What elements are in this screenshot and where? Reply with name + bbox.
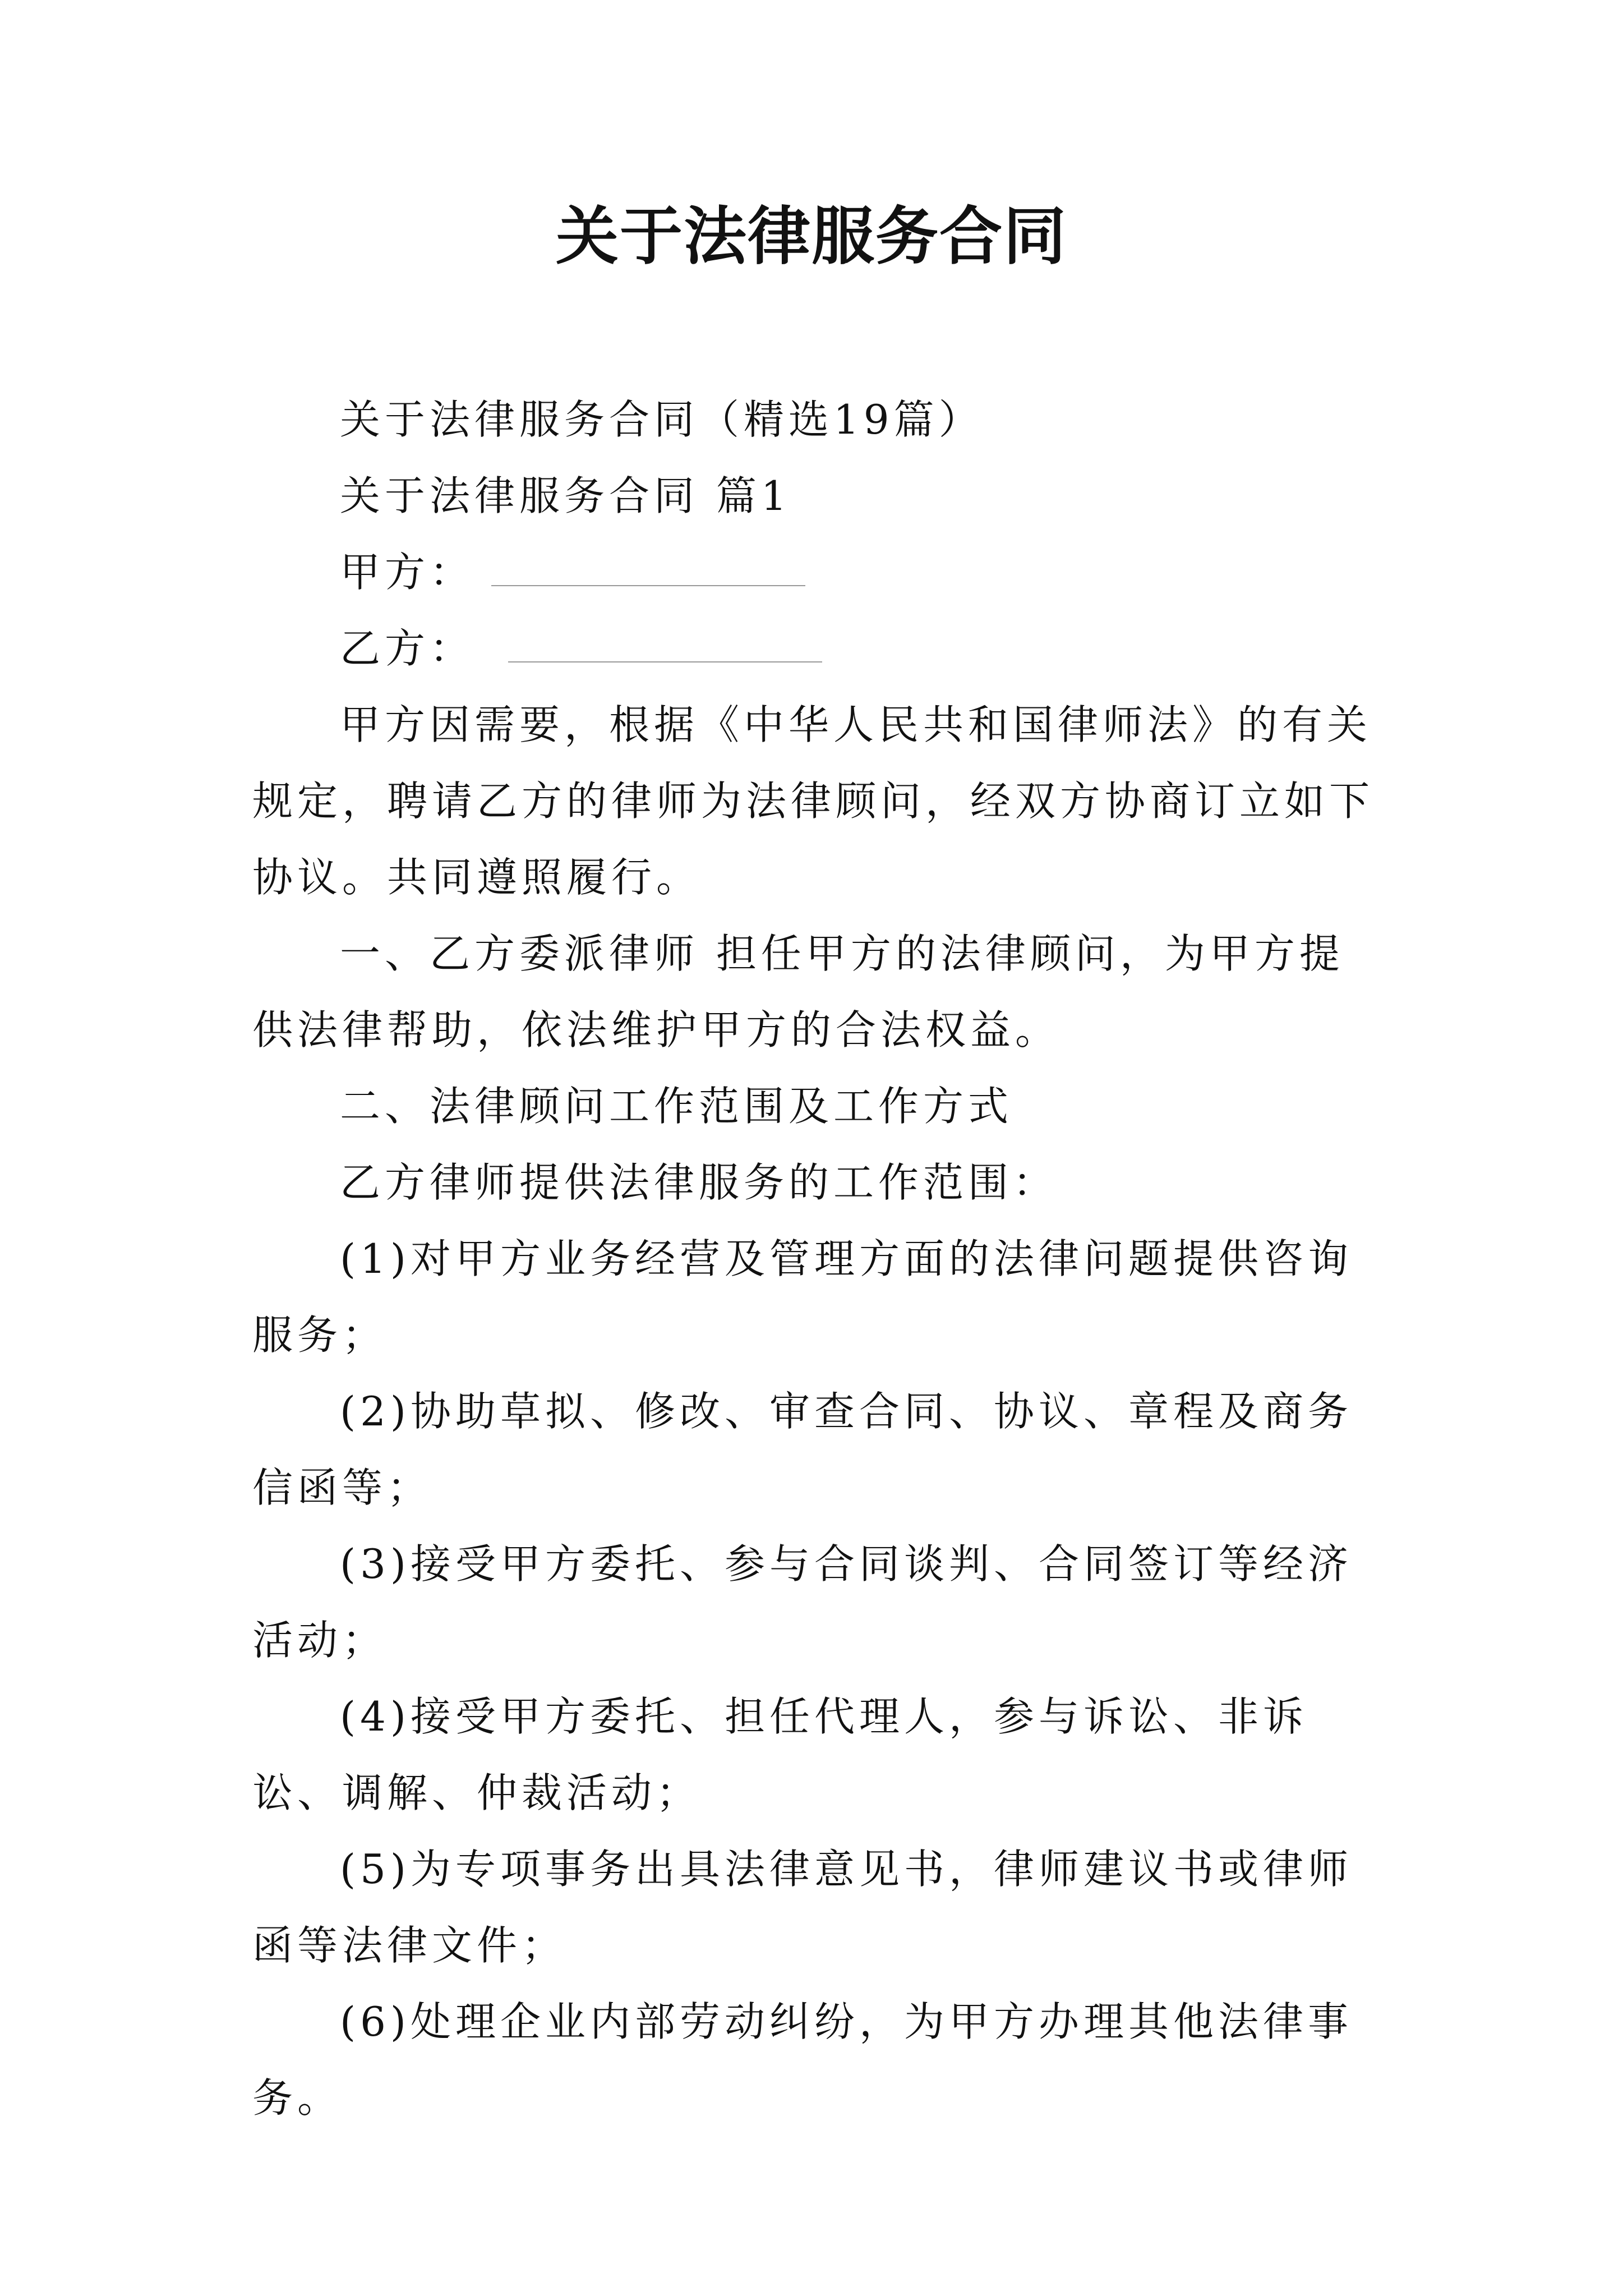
party-b-line [252,610,1385,687]
party-b-label: 乙方： [340,625,475,672]
party-b-blank-line [508,628,822,662]
document-subtitle: 关于法律服务合同（精选19篇） [340,396,984,443]
paragraph-scope-intro: 乙方律师提供法律服务的工作范围： [340,1159,1058,1206]
document-title: 关于法律服务合同 [556,200,1067,273]
list-item: (3)接受甲方委托、参与合同谈判、合同签订等经济活动； [252,1540,1353,1664]
party-a-blank-line [491,551,805,586]
list-item: (2)协助草拟、修改、审查合同、协议、章程及商务信函等； [252,1388,1353,1511]
paragraph-clause-1: 一、乙方委派律师 担任甲方的法律顾问，为甲方提供法律帮助，依法维护甲方的合法权益。 [252,930,1344,1053]
paragraph-clause-2-heading: 二、法律顾问工作范围及工作方式 [340,1083,1013,1130]
document-body [252,381,1385,2136]
paragraph-intro: 甲方因需要，根据《中华人民共和国律师法》的有关规定，聘请乙方的律师为法律顾问，经双方协商订立如下协议。共同遵照履行。 [252,701,1375,901]
list-item: (5)为专项事务出具法律意见书，律师建议书或律师函等法律文件； [252,1846,1353,1969]
party-a-label: 甲方： [340,549,475,596]
party-a-line [252,534,1385,610]
section-heading: 关于法律服务合同 篇1 [340,472,791,519]
list-item: (4)接受甲方委托、担任代理人，参与诉讼、非诉讼、调解、仲裁活动； [252,1693,1308,1816]
list-item: (6)处理企业内部劳动纠纷，为甲方办理其他法律事务。 [252,1998,1353,2122]
list-item: (1)对甲方业务经营及管理方面的法律问题提供咨询服务； [252,1235,1353,1359]
